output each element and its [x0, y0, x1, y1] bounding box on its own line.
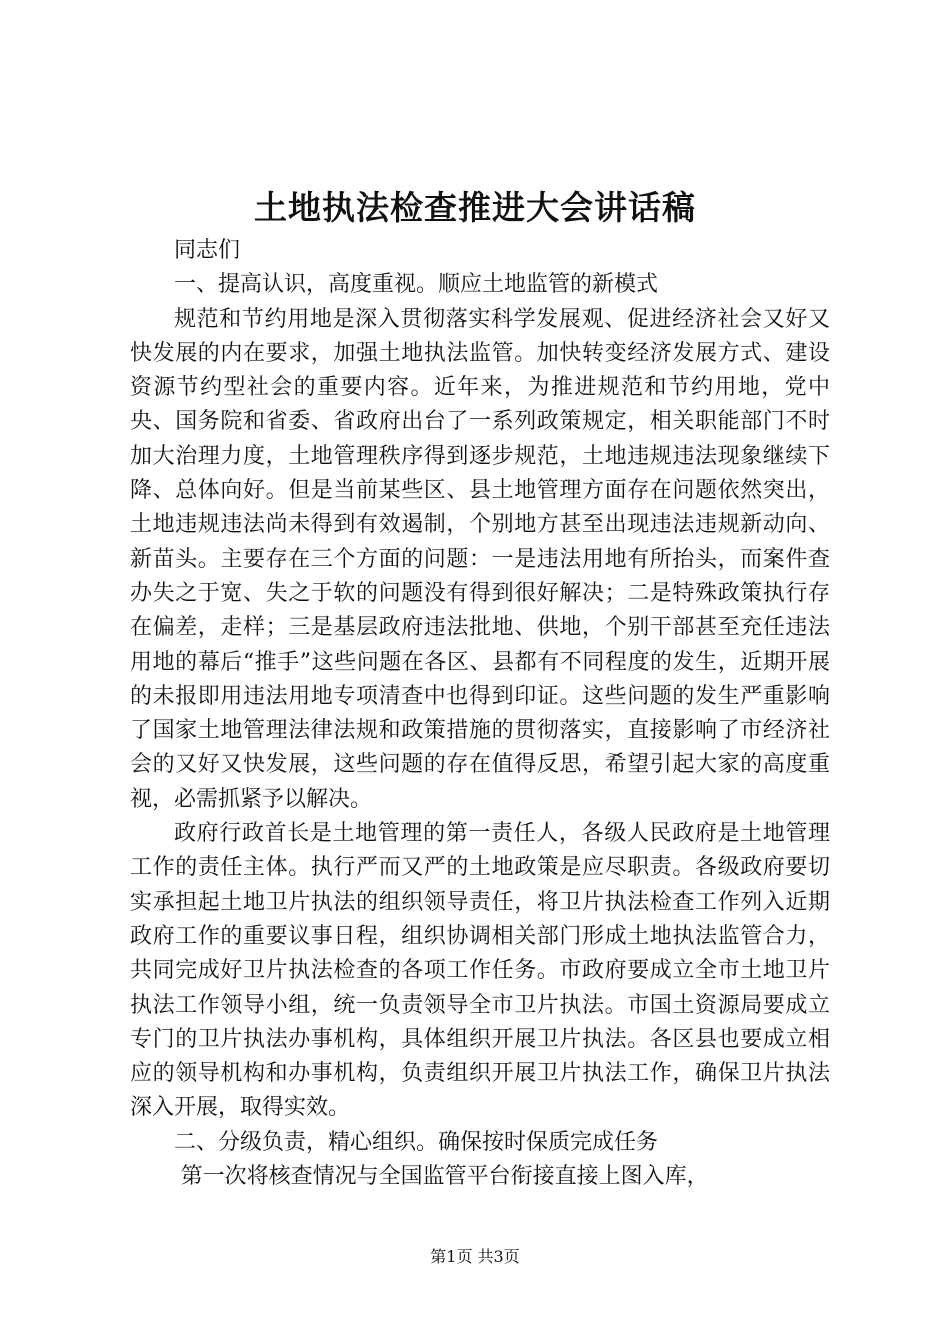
- document-title: 土地执法检查推进大会讲话稿: [254, 188, 696, 227]
- page-indicator: 第1页 共3页: [430, 1247, 520, 1266]
- section-heading-1: 一、提高认识，高度重视。顺应土地监管的新模式: [174, 272, 659, 298]
- document-body: [130, 234, 830, 1194]
- section-heading-2: 二、分级负责，精心组织。确保按时保质完成任务: [174, 1129, 659, 1155]
- paragraph-2: 政府行政首长是土地管理的第一责任人，各级人民政府是土地管理工作的责任主体。执行严而又严的土地政策是应尽职责。各级政府要切实承担起土地卫片执法的组织领导责任，将卫片执法检查工作列入近期政府工作的重要议事日程，组织协调相关部门形成土地执法监管合力，共同完成好卫片执法检查的各项工作任务。市政府要成立全市土地卫片执法工作领导小组，统一负责领导全市卫片执法。市国土资源局要成立专门的卫片执法办事机构，具体组织开展卫片执法。各区县也要成立相应的领导机构和办事机构，负责组织开展卫片执法工作，确保卫片执法深入开展，取得实效。: [130, 821, 830, 1121]
- salutation: 同志们: [174, 238, 241, 263]
- paragraph-3: 第一次将核查情况与全国监管平台衔接直接上图入库，: [180, 1164, 709, 1190]
- paragraph-1: 规范和节约用地是深入贯彻落实科学发展观、促进经济社会又好又快发展的内在要求，加强土地执法监管。加快转变经济发展方式、建设资源节约型社会的重要内容。近年来，为推进规范和节约用地，党中央、国务院和省委、省政府出台了一系列政策规定，相关职能部门不时加大治理力度，土地管理秩序得到逐步规范，土地违规违法现象继续下降、总体向好。但是当前某些区、县土地管理方面存在问题依然突出，土地违规违法尚未得到有效遏制，个别地方甚至出现违法违规新动向、新苗头。主要存在三个方面的问题：一是违法用地有所抬头，而案件查办失之于宽、失之于软的问题没有得到很好解决；二是特殊政策执行存在偏差，走样；三是基层政府违法批地、供地，个别干部甚至充任违法用地的幕后“推手”这些问题在各区、县都有不同程度的发生，近期开展的未报即用违法用地专项清查中也得到印证。这些问题的发生严重影响了国家土地管理法律法规和政策措施的贯彻落实，直接影响了市经济社会的又好又快发展，这些问题的存在值得反思，希望引起大家的高度重视，必需抓紧予以解决。: [130, 306, 830, 812]
